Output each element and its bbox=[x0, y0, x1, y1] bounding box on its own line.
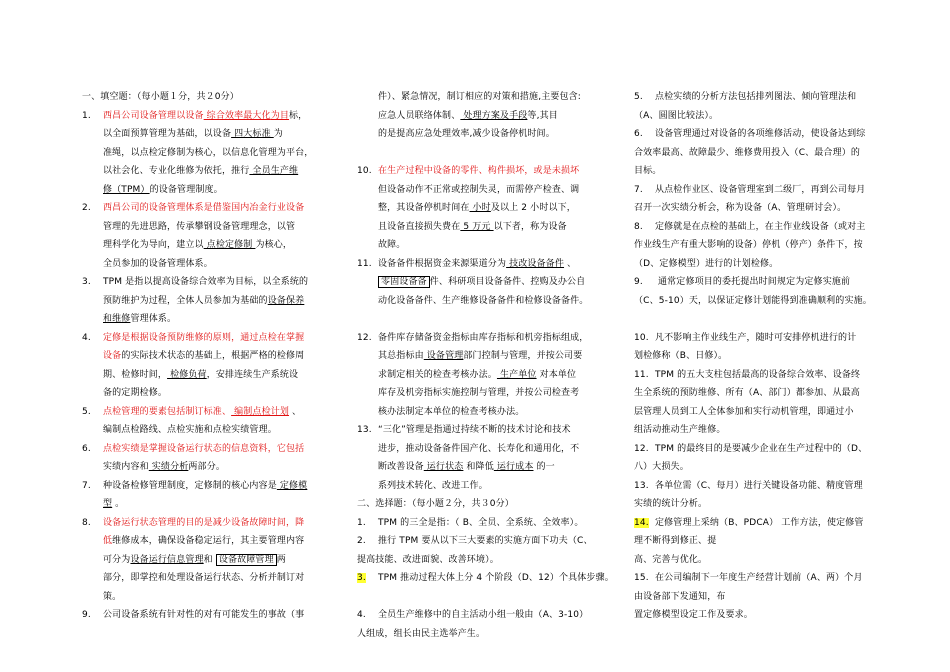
choice-8: 8. 定修就是在点检的基础上，在主作业线设备（或对主 bbox=[634, 221, 866, 232]
choice-10: 10. 凡不影响主作业线生产，随时可安排停机进行的计 bbox=[634, 332, 857, 343]
choice-5: 5. 点检实绩的分析方法包括排列图法、倾向管理法和 bbox=[634, 92, 857, 102]
choice-2: 2. 推行 TPM 要从以下三大要素的实施方面下功夫（C、 bbox=[357, 536, 593, 546]
section-heading-choice: 二、选择题：（每小题２分，共３0分） bbox=[357, 499, 514, 509]
choice-9: 9. 通常定修项目的委托提出时间规定为定修实施前 bbox=[634, 277, 851, 287]
choice-4: 4. 全员生产维修中的自主活动小组一般由（A、3-10） bbox=[357, 610, 589, 620]
question-11: 11. 设备备件根据资金来源渠道分为 技改设备备件 、 bbox=[357, 258, 577, 269]
question-3: 3. TPM 是指以提高设备综合效率为目标，以全系统的 bbox=[82, 277, 309, 287]
answer-box: 零固设备备 bbox=[378, 276, 430, 288]
choice-6: 6. 设备管理通过对设备的各项维修活动，使设备达到综 bbox=[634, 129, 866, 139]
choice-13: 13. 各单位需（C、每月）进行关键设备功能、精度管理 bbox=[634, 480, 863, 491]
question-6: 6. 点检实绩是掌握设备运行状态的信息资料，它包括 bbox=[82, 443, 305, 454]
choice-11: 11. TPM 的五大支柱包括最高的设备综合效率、设备终 bbox=[634, 369, 861, 380]
question-1: 1. 西昌公司设备管理以设备 综合效率最大化为目标， bbox=[82, 110, 308, 121]
highlight-mark: 3. bbox=[357, 573, 366, 583]
choice-7: 7. 从点检作业区、设备管理室到二级厂，再到公司每月 bbox=[634, 184, 866, 195]
section-heading-fill-blank: 一、填空题：（每小题１分，共２0分） bbox=[82, 92, 239, 102]
answer-box: 设备故障管理 bbox=[216, 554, 277, 566]
question-7: 7. 种设备检修管理制度，定修制的核心内容是 定修模 bbox=[82, 480, 308, 491]
highlight-mark: 14. bbox=[634, 517, 649, 528]
choice-3: 3. TPM 推动过程大体上分 4 个阶段（D、12）个具体步骤。 bbox=[357, 573, 614, 583]
question-8: 8. 设备运行状态管理的目的是减少设备故障时间，降 bbox=[82, 517, 305, 528]
question-5: 5. 点检管理的要素包括制订标准、 编制点检计划 、 bbox=[82, 406, 302, 417]
question-9: 9. 公司设备系统有针对性的对有可能发生的事故（事 bbox=[82, 610, 305, 620]
choice-15: 15. 在公司编制下一年度生产经营计划前（A、两）个月 bbox=[634, 573, 863, 583]
choice-14: 14. 定修管理上采纳（B、PDCA） 工作方法，使定修管 bbox=[634, 517, 864, 528]
question-12: 12. 备件库存储备资金指标由库存指标和机旁指标组成， bbox=[357, 332, 589, 343]
question-4: 4. 定修是根据设备预防维修的原则，通过点检在掌握 bbox=[82, 332, 305, 343]
column-right: 5. 点检实绩的分析方法包括排列图法、倾向管理法和 （A、圆图比较法）。 6. 设备管理通过对设备的各项维修活动，使设备达到综 合效率最高、故障最少、维修费用投入（C、最合理）的 目标。 7. 从点检作业区、设备管理室到二级厂，再到公司每月 召开一次实绩分析会，称为设备（A、管理研讨会）。 8. 定修就是在点检的基础上，在主作业线设备（或对主 作业线生产有重大影响的设备）停机（停产）条件下，按 （D、定修模型）进行的计划检修。 9. 通常定修项目的委托提出时间规定为定修实施前 （C、5-10）天，以保证定修计划能得到准确顺利的实施。 10. 凡不影响主作业线生产，随时可安排停机进行的计 划检修称（B、日修）。 11. TPM 的五大支柱包括最高的设备综合效率、设备终 生全系统的预防维修、所有（A、部门）都参加、从最高 层管理人员到工人全体参加和实行动机管理，即通过小 组活动推动生产维修。 12. TPM 的最终目的是要减少企业在生产过程中的（D、 八）大损失。 13. 各单位需（C、每月）进行关键设备功能、精度管理 实绩的统计分析。 14. 定修管理上采纳（B、PDCA） 工作方法，使定修管 理不断得到修正、提 高、完善与优化。 15. 在公司编制下一年度生产经营计划前（A、两）个月 由设备部下发通知，布 置定修模型设定工作及要求。 bbox=[634, 88, 892, 625]
column-middle: 件）、紧急情况，制订相应的对策和措施,主要包含: 应急人员联络体制、 处理方案及手段等,其目 的是提高应急处理效率,减少设备停机时间。 10. 在生产过程中设备的零件、构件损坏，或是未损坏 但设备动作不正常或控制失灵，而需停产检查、调 整，其设备停机时间在 小时及以上 2 小时以下， 且设备直接损失费在 5 万元 以下者，称为设备 故障。 11. 设备备件根据资金来源渠道分为 技改设备备件 、 零固设备备 件、科研项目设备备件、控购及办公自 动化设备备件、生产维修设备备件和检修设备备件。 12. 备件库存储备资金指标由库存指标和机旁指标组成， 其总指标由 设备管理部门控制与管理，并按公司要 求制定相关的检查考核办法。 生产单位 对本单位 库存及机旁指标实施控制与管理，并按公司检查考 核办法制定本单位的检查考核办法。 13. “三化”管理是指通过持续不断的技术讨论和技术 进步，推动设备备件国产化、长寿化和通用化，不 断改善设备 运行状态 和降低 运行成本 的一 系列技术转化、改进工作。 二、选择题：（每小题２分，共３0分） 1. TPM 的三全是指：（ B、全员、全系统、全效率）。 2. 推行 TPM 要从以下三大要素的实施方面下功夫（C、 提高技能、改进面貌、改善环境）。 3. TPM 推动过程大体上分 4 个阶段（D、12）个具体步骤。 4. 全员生产维修中的自主活动小组一般由（A、3-10） 人组成，组长由民主选举产生。 bbox=[357, 88, 623, 643]
question-13: 13. “三化”管理是指通过持续不断的技术讨论和技术 bbox=[357, 425, 571, 435]
choice-12: 12. TPM 的最终目的是要减少企业在生产过程中的（D、 bbox=[634, 443, 868, 454]
column-left: 一、填空题：（每小题１分，共２0分） 1. 西昌公司设备管理以设备 综合效率最大化为目标， 以全面预算管理为基础，以设备 四大标准 为 准绳，以点检定修制为核心，以信息化管理为平台， 以社会化、专业化维修为依托，推行 全员生产维 修（TPM）的设备管理制度。 2. 西昌公司的设备管理体系是借鉴国内冶金行业设备 管理的先进思路，传承攀钢设备管理理念，以管 理科学化为导向，建立以 点检定修制 为核心， 全员参加的设备管理体系。 3. TPM 是指以提高设备综合效率为目标，以全系统的 预防维护为过程，全体人员参加为基础的设备保养 和维修管理体系。 4. 定修是根据设备预防维修的原则，通过点检在掌握 设备的实际技术状态的基础上，根据严格的检修周 期、检修时间， 检修负荷，安排连续生产系统设 备的定期检修。 5. 点检管理的要素包括制订标准、 编制点检计划 、 编制点检路线、点检实施和点检实绩管理。 6. 点检实绩是掌握设备运行状态的信息资料，它包括 实绩内容和 实绩分析两部分。 7. 种设备检修管理制度，定修制的核心内容是 定修模 型 。 8. 设备运行状态管理的目的是减少设备故障时间，降 低维修成本，确保设备稳定运行，其主要管理内容 可分为设备运行信息管理和 设备故障管理 两 部分，即掌控和处理设备运行状态、分析并制订对 策。 9. 公司设备系统有针对性的对有可能发生的事故（事 bbox=[82, 88, 360, 625]
question-10: 10. 在生产过程中设备的零件、构件损坏，或是未损坏 bbox=[357, 166, 580, 176]
question-2: 2. 西昌公司的设备管理体系是借鉴国内冶金行业设备 bbox=[82, 203, 305, 213]
choice-1: 1. TPM 的三全是指：（ B、全员、全系统、全效率）。 bbox=[357, 517, 584, 528]
